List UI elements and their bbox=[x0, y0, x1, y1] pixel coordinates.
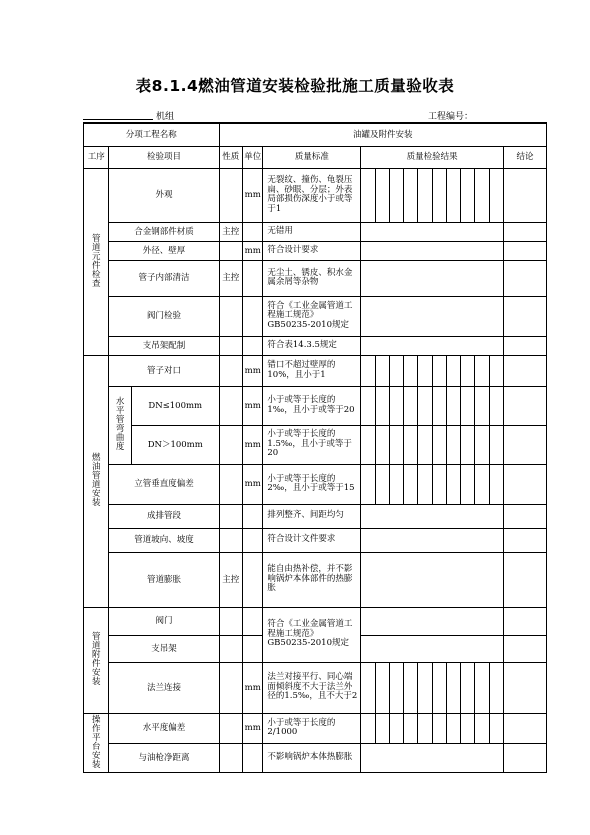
group-label: 管道元件检查 bbox=[84, 168, 109, 355]
col-process: 工序 bbox=[84, 146, 109, 168]
nature-cell: 主控 bbox=[219, 260, 242, 296]
col-item: 检验项目 bbox=[109, 146, 219, 168]
result-cell[interactable] bbox=[489, 662, 503, 713]
result-cell[interactable] bbox=[361, 355, 375, 386]
result-cell[interactable] bbox=[361, 662, 375, 713]
result-cell[interactable] bbox=[389, 425, 403, 464]
item-cell: 立管垂直度偏差 bbox=[109, 464, 219, 504]
nature-cell bbox=[219, 168, 242, 222]
unit-cell bbox=[243, 635, 263, 662]
result-cell[interactable] bbox=[389, 713, 403, 743]
result-cell[interactable] bbox=[461, 713, 475, 743]
sub-project-value: 油罐及附件安装 bbox=[219, 123, 546, 146]
conclusion-cell[interactable] bbox=[503, 552, 546, 607]
result-cell[interactable] bbox=[375, 713, 389, 743]
result-cell[interactable] bbox=[418, 168, 432, 222]
result-cell[interactable] bbox=[361, 168, 375, 222]
nature-cell bbox=[219, 386, 242, 425]
standard-cell: 符合《工业金属管道工程施工规范》GB50235-2010规定 bbox=[263, 607, 361, 662]
result-cell[interactable] bbox=[461, 464, 475, 504]
item-cell: 管子对口 bbox=[109, 355, 219, 386]
standard-cell: 不影响锅炉本体热膨胀 bbox=[263, 743, 361, 772]
result-merged-cell[interactable] bbox=[361, 607, 504, 635]
result-cell[interactable] bbox=[461, 425, 475, 464]
result-cell[interactable] bbox=[361, 464, 375, 504]
result-cell[interactable] bbox=[446, 662, 460, 713]
subgroup-label: 水平管弯曲度 bbox=[109, 386, 131, 464]
table-row bbox=[84, 504, 547, 528]
item-cell: 合金钢部件材质 bbox=[109, 222, 219, 241]
item-cell: 外观 bbox=[109, 168, 219, 222]
nature-cell bbox=[219, 713, 242, 743]
result-cell[interactable] bbox=[375, 386, 389, 425]
conclusion-cell[interactable] bbox=[503, 260, 546, 296]
result-cell[interactable] bbox=[446, 713, 460, 743]
table-row bbox=[84, 336, 547, 355]
result-cell[interactable] bbox=[389, 168, 403, 222]
nature-cell bbox=[219, 464, 242, 504]
result-cell[interactable] bbox=[404, 662, 418, 713]
standard-cell: 能自由热补偿，并不影响锅炉本体部件的热膨胀 bbox=[263, 552, 361, 607]
result-cell[interactable] bbox=[461, 355, 475, 386]
result-cell[interactable] bbox=[432, 386, 446, 425]
standard-cell: 小于或等于长度的1‰，且小于或等于20 bbox=[263, 386, 361, 425]
result-cell[interactable] bbox=[461, 386, 475, 425]
unit-cell bbox=[243, 607, 263, 635]
result-merged-cell[interactable] bbox=[361, 222, 504, 241]
result-cell[interactable] bbox=[404, 168, 418, 222]
conclusion-cell[interactable] bbox=[503, 296, 546, 336]
result-cell[interactable] bbox=[461, 168, 475, 222]
item-cell: 成排管段 bbox=[109, 504, 219, 528]
item-cell: 管道坡向、坡度 bbox=[109, 528, 219, 552]
conclusion-cell[interactable] bbox=[503, 528, 546, 552]
item-cell: 法兰连接 bbox=[109, 662, 219, 713]
result-cell[interactable] bbox=[389, 355, 403, 386]
col-standard: 质量标准 bbox=[263, 146, 361, 168]
result-cell[interactable] bbox=[489, 386, 503, 425]
unit-cell bbox=[243, 552, 263, 607]
standard-cell: 无裂纹、撞伤、龟裂压扁、砂眼、分层；外表局部损伤深度小于或等于1 bbox=[263, 168, 361, 222]
conclusion-cell[interactable] bbox=[503, 168, 546, 222]
unit-cell: mm bbox=[243, 425, 263, 464]
unit-cell bbox=[243, 222, 263, 241]
table-row bbox=[84, 662, 547, 713]
unit-cell: mm bbox=[243, 713, 263, 743]
standard-cell: 小于或等于长度的2‰，且小于或等于15 bbox=[263, 464, 361, 504]
sub-project-row bbox=[84, 123, 547, 146]
result-cell[interactable] bbox=[489, 464, 503, 504]
sub-project-label: 分项工程名称 bbox=[84, 123, 220, 146]
standard-cell: 排列整齐、间距均匀 bbox=[263, 504, 361, 528]
unit-cell bbox=[243, 528, 263, 552]
conclusion-cell[interactable] bbox=[503, 222, 546, 241]
result-merged-cell[interactable] bbox=[361, 504, 504, 528]
result-cell[interactable] bbox=[418, 355, 432, 386]
table-row bbox=[84, 355, 547, 386]
conclusion-cell[interactable] bbox=[503, 355, 546, 386]
conclusion-cell[interactable] bbox=[503, 425, 546, 464]
unit-cell: mm bbox=[243, 168, 263, 222]
table-row bbox=[84, 222, 547, 241]
table-row bbox=[84, 241, 547, 260]
result-merged-cell[interactable] bbox=[361, 241, 504, 260]
result-cell[interactable] bbox=[475, 425, 489, 464]
conclusion-cell[interactable] bbox=[503, 635, 546, 662]
nature-cell: 主控 bbox=[219, 222, 242, 241]
group-label: 管道附件安装 bbox=[84, 607, 109, 713]
result-cell[interactable] bbox=[475, 168, 489, 222]
standard-cell: 无错用 bbox=[263, 222, 361, 241]
result-cell[interactable] bbox=[375, 464, 389, 504]
table-row bbox=[84, 528, 547, 552]
result-cell[interactable] bbox=[375, 355, 389, 386]
result-cell[interactable] bbox=[418, 425, 432, 464]
table-row bbox=[84, 168, 547, 222]
nature-cell bbox=[219, 336, 242, 355]
nature-cell bbox=[219, 743, 242, 772]
result-cell[interactable] bbox=[475, 662, 489, 713]
result-cell[interactable] bbox=[446, 425, 460, 464]
result-cell[interactable] bbox=[432, 168, 446, 222]
result-cell[interactable] bbox=[489, 355, 503, 386]
result-cell[interactable] bbox=[475, 355, 489, 386]
result-cell[interactable] bbox=[404, 386, 418, 425]
item-cell: 水平度偏差 bbox=[109, 713, 219, 743]
result-cell[interactable] bbox=[418, 386, 432, 425]
standard-cell: 符合《工业金属管道工程施工规范》GB50235-2010规定 bbox=[263, 296, 361, 336]
unit-cell bbox=[243, 336, 263, 355]
result-cell[interactable] bbox=[361, 425, 375, 464]
unit-cell bbox=[243, 260, 263, 296]
table-row bbox=[84, 425, 547, 464]
table-row bbox=[84, 743, 547, 772]
conclusion-cell[interactable] bbox=[503, 386, 546, 425]
group-label: 燃油管道安装 bbox=[84, 355, 109, 607]
table-row bbox=[84, 607, 547, 635]
item-cell: 支吊架配制 bbox=[109, 336, 219, 355]
standard-cell: 符合表14.3.5规定 bbox=[263, 336, 361, 355]
acceptance-table bbox=[83, 122, 547, 773]
unit-cell bbox=[243, 504, 263, 528]
result-cell[interactable] bbox=[432, 464, 446, 504]
result-merged-cell[interactable] bbox=[361, 635, 504, 662]
column-header-row bbox=[84, 146, 547, 168]
result-cell[interactable] bbox=[489, 168, 503, 222]
item-cell: 阀门 bbox=[109, 607, 219, 635]
result-cell[interactable] bbox=[489, 713, 503, 743]
table-row bbox=[84, 713, 547, 743]
standard-cell: 小于或等于长度的2/1000 bbox=[263, 713, 361, 743]
result-cell[interactable] bbox=[361, 386, 375, 425]
nature-cell bbox=[219, 662, 242, 713]
conclusion-cell[interactable] bbox=[503, 713, 546, 743]
result-cell[interactable] bbox=[389, 662, 403, 713]
group-label: 操作平台安装 bbox=[84, 713, 109, 772]
result-cell[interactable] bbox=[446, 168, 460, 222]
conclusion-cell[interactable] bbox=[503, 607, 546, 635]
result-merged-cell[interactable] bbox=[361, 528, 504, 552]
item-cell: 管道膨胀 bbox=[109, 552, 219, 607]
unit-blank-line bbox=[83, 119, 153, 120]
item-cell: 阀门检验 bbox=[109, 296, 219, 336]
nature-cell bbox=[219, 355, 242, 386]
unit-cell: mm bbox=[243, 662, 263, 713]
result-merged-cell[interactable] bbox=[361, 296, 504, 336]
result-cell[interactable] bbox=[361, 713, 375, 743]
result-merged-cell[interactable] bbox=[361, 552, 504, 607]
project-no-label: 工程编号： bbox=[428, 112, 474, 122]
col-result: 质量检验结果 bbox=[361, 146, 504, 168]
result-cell[interactable] bbox=[404, 425, 418, 464]
nature-cell bbox=[219, 635, 242, 662]
result-merged-cell[interactable] bbox=[361, 743, 504, 772]
unit-cell bbox=[243, 743, 263, 772]
result-cell[interactable] bbox=[446, 355, 460, 386]
table-row bbox=[84, 552, 547, 607]
standard-cell: 小于或等于长度的1.5‰，且小于或等于20 bbox=[263, 425, 361, 464]
result-cell[interactable] bbox=[475, 713, 489, 743]
result-cell[interactable] bbox=[432, 662, 446, 713]
result-cell[interactable] bbox=[404, 355, 418, 386]
result-cell[interactable] bbox=[404, 713, 418, 743]
nature-cell bbox=[219, 528, 242, 552]
unit-cell: mm bbox=[243, 241, 263, 260]
result-cell[interactable] bbox=[418, 464, 432, 504]
table-row bbox=[84, 464, 547, 504]
col-unit: 单位 bbox=[243, 146, 263, 168]
conclusion-cell[interactable] bbox=[503, 241, 546, 260]
result-cell[interactable] bbox=[446, 464, 460, 504]
nature-cell bbox=[219, 296, 242, 336]
page-title: 表8.1.4燃油管道安装检验批施工质量验收表 bbox=[135, 77, 455, 95]
result-cell[interactable] bbox=[418, 713, 432, 743]
unit-label: 机组 bbox=[156, 112, 175, 122]
table-row bbox=[84, 260, 547, 296]
result-cell[interactable] bbox=[375, 168, 389, 222]
item-cell: 支吊架 bbox=[109, 635, 219, 662]
standard-cell: 法兰对接平行、同心端面倾斜度不大于法兰外径的1.5‰，且不大于2 bbox=[263, 662, 361, 713]
col-conclusion: 结论 bbox=[503, 146, 546, 168]
nature-cell: 主控 bbox=[219, 552, 242, 607]
result-cell[interactable] bbox=[461, 662, 475, 713]
result-cell[interactable] bbox=[389, 386, 403, 425]
result-cell[interactable] bbox=[375, 662, 389, 713]
result-cell[interactable] bbox=[475, 386, 489, 425]
item-cell: DN≤100mm bbox=[131, 386, 219, 425]
standard-cell: 无尘土、锈皮、积水金属余屑等杂物 bbox=[263, 260, 361, 296]
unit-cell bbox=[243, 296, 263, 336]
result-cell[interactable] bbox=[475, 464, 489, 504]
result-cell[interactable] bbox=[489, 425, 503, 464]
conclusion-cell[interactable] bbox=[503, 743, 546, 772]
result-cell[interactable] bbox=[432, 713, 446, 743]
result-cell[interactable] bbox=[446, 386, 460, 425]
conclusion-cell[interactable] bbox=[503, 464, 546, 504]
item-cell: 与油枪净距离 bbox=[109, 743, 219, 772]
nature-cell bbox=[219, 607, 242, 635]
table-row bbox=[84, 386, 547, 425]
result-cell[interactable] bbox=[375, 425, 389, 464]
result-cell[interactable] bbox=[418, 662, 432, 713]
standard-cell: 符合设计文件要求 bbox=[263, 528, 361, 552]
unit-cell: mm bbox=[243, 386, 263, 425]
result-cell[interactable] bbox=[389, 464, 403, 504]
conclusion-cell[interactable] bbox=[503, 662, 546, 713]
conclusion-cell[interactable] bbox=[503, 504, 546, 528]
result-merged-cell[interactable] bbox=[361, 260, 504, 296]
standard-cell: 错口不超过壁厚的10%，且小于1 bbox=[263, 355, 361, 386]
result-cell[interactable] bbox=[432, 355, 446, 386]
item-cell: 管子内部清洁 bbox=[109, 260, 219, 296]
nature-cell bbox=[219, 425, 242, 464]
result-cell[interactable] bbox=[432, 425, 446, 464]
item-cell: DN＞100mm bbox=[131, 425, 219, 464]
unit-cell: mm bbox=[243, 464, 263, 504]
result-cell[interactable] bbox=[404, 464, 418, 504]
standard-cell: 符合设计要求 bbox=[263, 241, 361, 260]
nature-cell bbox=[219, 504, 242, 528]
col-nature: 性质 bbox=[219, 146, 242, 168]
conclusion-cell[interactable] bbox=[503, 336, 546, 355]
item-cell: 外径、壁厚 bbox=[109, 241, 219, 260]
table-row bbox=[84, 296, 547, 336]
result-merged-cell[interactable] bbox=[361, 336, 504, 355]
nature-cell bbox=[219, 241, 242, 260]
unit-cell: mm bbox=[243, 355, 263, 386]
